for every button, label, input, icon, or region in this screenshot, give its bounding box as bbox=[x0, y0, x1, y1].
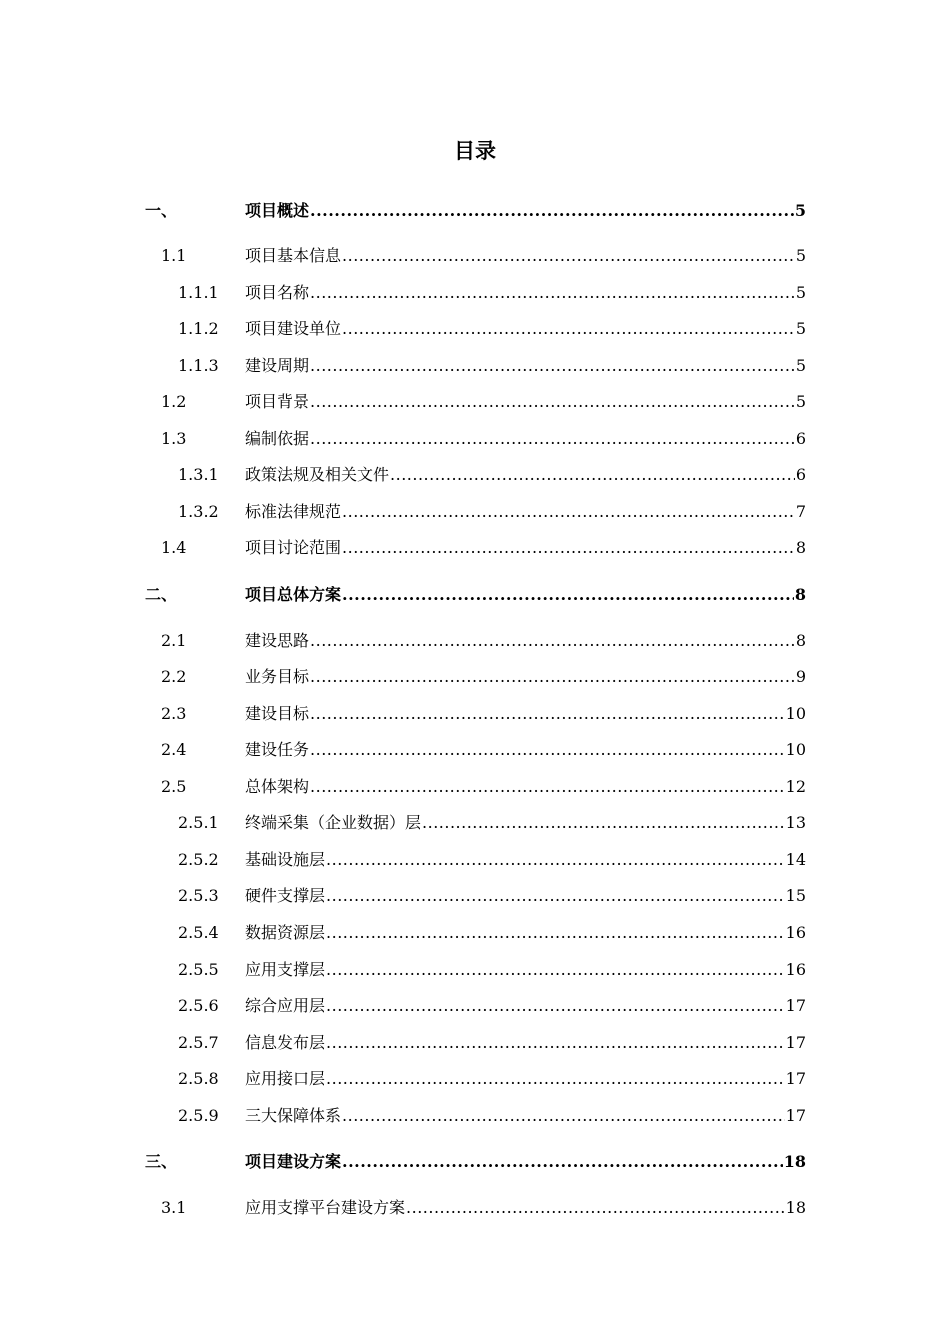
toc-entry-number: 2.4 bbox=[161, 740, 187, 759]
toc-entry-page: 17 bbox=[785, 1033, 806, 1052]
toc-entry-page: 8 bbox=[794, 585, 806, 604]
toc-entry-page: 5 bbox=[795, 283, 806, 302]
toc-entry-label: 建设思路 bbox=[245, 631, 310, 650]
toc-entry-label: 项目背景 bbox=[245, 392, 310, 411]
toc-entry-number: 2.5.1 bbox=[178, 813, 219, 832]
toc-entry-1-1-3[interactable] bbox=[0, 354, 950, 378]
toc-entry-page: 17 bbox=[785, 996, 806, 1015]
toc-entry-label: 项目讨论范围 bbox=[245, 538, 342, 557]
dot-leader bbox=[342, 500, 795, 524]
toc-entry-page: 6 bbox=[795, 465, 806, 484]
toc-entry-number: 1.3 bbox=[161, 429, 187, 448]
toc-entry-2-3[interactable] bbox=[0, 702, 950, 726]
toc-entry-1-4[interactable] bbox=[0, 536, 950, 560]
dot-leader bbox=[310, 738, 785, 762]
toc-entry-number: 1.1.1 bbox=[178, 283, 219, 302]
toc-entry-2-2[interactable] bbox=[0, 665, 950, 689]
toc-entry-label: 项目名称 bbox=[245, 283, 310, 302]
toc-entry-1-1-2[interactable] bbox=[0, 317, 950, 341]
toc-entry-page: 18 bbox=[785, 1198, 806, 1217]
dot-leader bbox=[342, 244, 795, 268]
toc-entry-label: 建设周期 bbox=[245, 356, 310, 375]
toc-entry-number: 2.5.7 bbox=[178, 1033, 219, 1052]
toc-entry-2-5-1[interactable] bbox=[0, 811, 950, 835]
toc-entry-page: 8 bbox=[795, 538, 806, 557]
toc-entry-number: 3.1 bbox=[161, 1198, 187, 1217]
toc-entry-page: 7 bbox=[795, 502, 806, 521]
toc-entry-number: 二、 bbox=[145, 585, 178, 604]
toc-entry-number: 2.5.6 bbox=[178, 996, 219, 1015]
toc-entry-label: 数据资源层 bbox=[245, 923, 326, 942]
toc-entry-page: 18 bbox=[783, 1152, 806, 1171]
toc-entry-number: 1.3.2 bbox=[178, 502, 219, 521]
toc-entry-page: 12 bbox=[785, 777, 806, 796]
toc-entry-number: 三、 bbox=[145, 1152, 178, 1171]
toc-entry-page: 17 bbox=[785, 1106, 806, 1125]
toc-entry-label: 综合应用层 bbox=[245, 996, 326, 1015]
dot-leader bbox=[422, 811, 785, 835]
toc-entry-2-5-4[interactable] bbox=[0, 921, 950, 945]
dot-leader bbox=[326, 921, 785, 945]
dot-leader bbox=[310, 702, 785, 726]
dot-leader bbox=[342, 317, 795, 341]
dot-leader bbox=[342, 536, 795, 560]
toc-entry-page: 5 bbox=[794, 201, 806, 220]
dot-leader bbox=[310, 281, 795, 305]
toc-entry-label: 三大保障体系 bbox=[245, 1106, 342, 1125]
toc-entry-label: 标准法律规范 bbox=[245, 502, 342, 521]
dot-leader bbox=[310, 665, 795, 689]
toc-entry-label: 建设目标 bbox=[245, 704, 310, 723]
toc-entry-page: 15 bbox=[785, 886, 806, 905]
dot-leader bbox=[326, 1067, 785, 1091]
toc-entry-number: 2.2 bbox=[161, 667, 187, 686]
toc-entry-2-5[interactable] bbox=[0, 775, 950, 799]
toc-entry-3[interactable] bbox=[0, 1150, 950, 1174]
toc-entry-label: 编制依据 bbox=[245, 429, 310, 448]
toc-entry-number: 1.3.1 bbox=[178, 465, 219, 484]
dot-leader bbox=[326, 958, 785, 982]
dot-leader bbox=[310, 354, 795, 378]
dot-leader bbox=[326, 848, 785, 872]
dot-leader bbox=[310, 775, 785, 799]
toc-entry-page: 16 bbox=[785, 923, 806, 942]
toc-entry-label: 应用支撑层 bbox=[245, 960, 326, 979]
toc-entry-label: 应用支撑平台建设方案 bbox=[245, 1198, 406, 1217]
toc-entry-number: 2.5.3 bbox=[178, 886, 219, 905]
toc-entry-1-2[interactable] bbox=[0, 390, 950, 414]
toc-entry-number: 2.3 bbox=[161, 704, 187, 723]
toc-entry-page: 10 bbox=[785, 704, 806, 723]
toc-entry-1-3-1[interactable] bbox=[0, 463, 950, 487]
toc-entry-1[interactable] bbox=[0, 199, 950, 223]
toc-entry-page: 10 bbox=[785, 740, 806, 759]
toc-entry-number: 1.2 bbox=[161, 392, 187, 411]
toc-entry-2[interactable] bbox=[0, 583, 950, 607]
toc-entry-3-1[interactable] bbox=[0, 1196, 950, 1220]
toc-entry-page: 17 bbox=[785, 1069, 806, 1088]
toc-entry-label: 政策法规及相关文件 bbox=[245, 465, 390, 484]
toc-entry-2-5-7[interactable] bbox=[0, 1031, 950, 1055]
dot-leader bbox=[310, 427, 795, 451]
toc-entry-1-3[interactable] bbox=[0, 427, 950, 451]
toc-entry-2-5-6[interactable] bbox=[0, 994, 950, 1018]
toc-entry-page: 6 bbox=[795, 429, 806, 448]
toc-entry-2-5-5[interactable] bbox=[0, 958, 950, 982]
toc-entry-page: 9 bbox=[795, 667, 806, 686]
dot-leader bbox=[326, 994, 785, 1018]
toc-entry-label: 项目概述 bbox=[245, 201, 310, 220]
toc-entry-label: 建设任务 bbox=[245, 740, 310, 759]
toc-entry-page: 8 bbox=[795, 631, 806, 650]
toc-entry-2-1[interactable] bbox=[0, 629, 950, 653]
toc-entry-label: 应用接口层 bbox=[245, 1069, 326, 1088]
toc-entry-number: 1.1.3 bbox=[178, 356, 219, 375]
dot-leader bbox=[390, 463, 795, 487]
toc-entry-number: 1.1.2 bbox=[178, 319, 219, 338]
toc-entry-page: 5 bbox=[795, 319, 806, 338]
toc-entry-2-5-2[interactable] bbox=[0, 848, 950, 872]
toc-entry-1-3-2[interactable] bbox=[0, 500, 950, 524]
toc-entry-label: 基础设施层 bbox=[245, 850, 326, 869]
toc-entry-label: 硬件支撑层 bbox=[245, 886, 326, 905]
toc-entry-number: 2.5.9 bbox=[178, 1106, 219, 1125]
toc-entry-number: 2.1 bbox=[161, 631, 187, 650]
toc-entry-page: 5 bbox=[795, 356, 806, 375]
toc-entry-2-4[interactable] bbox=[0, 738, 950, 762]
toc-entry-label: 项目总体方案 bbox=[245, 585, 342, 604]
toc-entry-number: 2.5.8 bbox=[178, 1069, 219, 1088]
dot-leader bbox=[310, 199, 794, 223]
toc-entry-1-1[interactable] bbox=[0, 244, 950, 268]
dot-leader bbox=[406, 1196, 785, 1220]
toc-entry-page: 13 bbox=[785, 813, 806, 832]
toc-entry-page: 5 bbox=[795, 392, 806, 411]
toc-entry-label: 项目建设单位 bbox=[245, 319, 342, 338]
dot-leader bbox=[342, 1150, 783, 1174]
toc-entry-number: 1.4 bbox=[161, 538, 187, 557]
dot-leader bbox=[342, 1104, 785, 1128]
toc-entry-number: 2.5.5 bbox=[178, 960, 219, 979]
toc-entry-2-5-9[interactable] bbox=[0, 1104, 950, 1128]
dot-leader bbox=[326, 884, 785, 908]
dot-leader bbox=[310, 629, 795, 653]
toc-entry-number: 2.5.2 bbox=[178, 850, 219, 869]
toc-entry-2-5-8[interactable] bbox=[0, 1067, 950, 1091]
toc-entry-2-5-3[interactable] bbox=[0, 884, 950, 908]
toc-entry-number: 2.5.4 bbox=[178, 923, 219, 942]
toc-entry-page: 16 bbox=[785, 960, 806, 979]
toc-entry-page: 5 bbox=[795, 246, 806, 265]
dot-leader bbox=[342, 583, 794, 607]
dot-leader bbox=[310, 390, 795, 414]
toc-entry-number: 2.5 bbox=[161, 777, 187, 796]
toc-entry-label: 总体架构 bbox=[245, 777, 310, 796]
toc-title: 目录 bbox=[454, 138, 496, 163]
toc-entry-1-1-1[interactable] bbox=[0, 281, 950, 305]
toc-entry-label: 终端采集（企业数据）层 bbox=[245, 813, 422, 832]
toc-entry-label: 项目基本信息 bbox=[245, 246, 342, 265]
toc-entry-label: 项目建设方案 bbox=[245, 1152, 342, 1171]
toc-entry-label: 信息发布层 bbox=[245, 1033, 326, 1052]
toc-entry-page: 14 bbox=[785, 850, 806, 869]
toc-entry-label: 业务目标 bbox=[245, 667, 310, 686]
toc-entry-number: 一、 bbox=[145, 201, 178, 220]
toc-entry-number: 1.1 bbox=[161, 246, 187, 265]
dot-leader bbox=[326, 1031, 785, 1055]
